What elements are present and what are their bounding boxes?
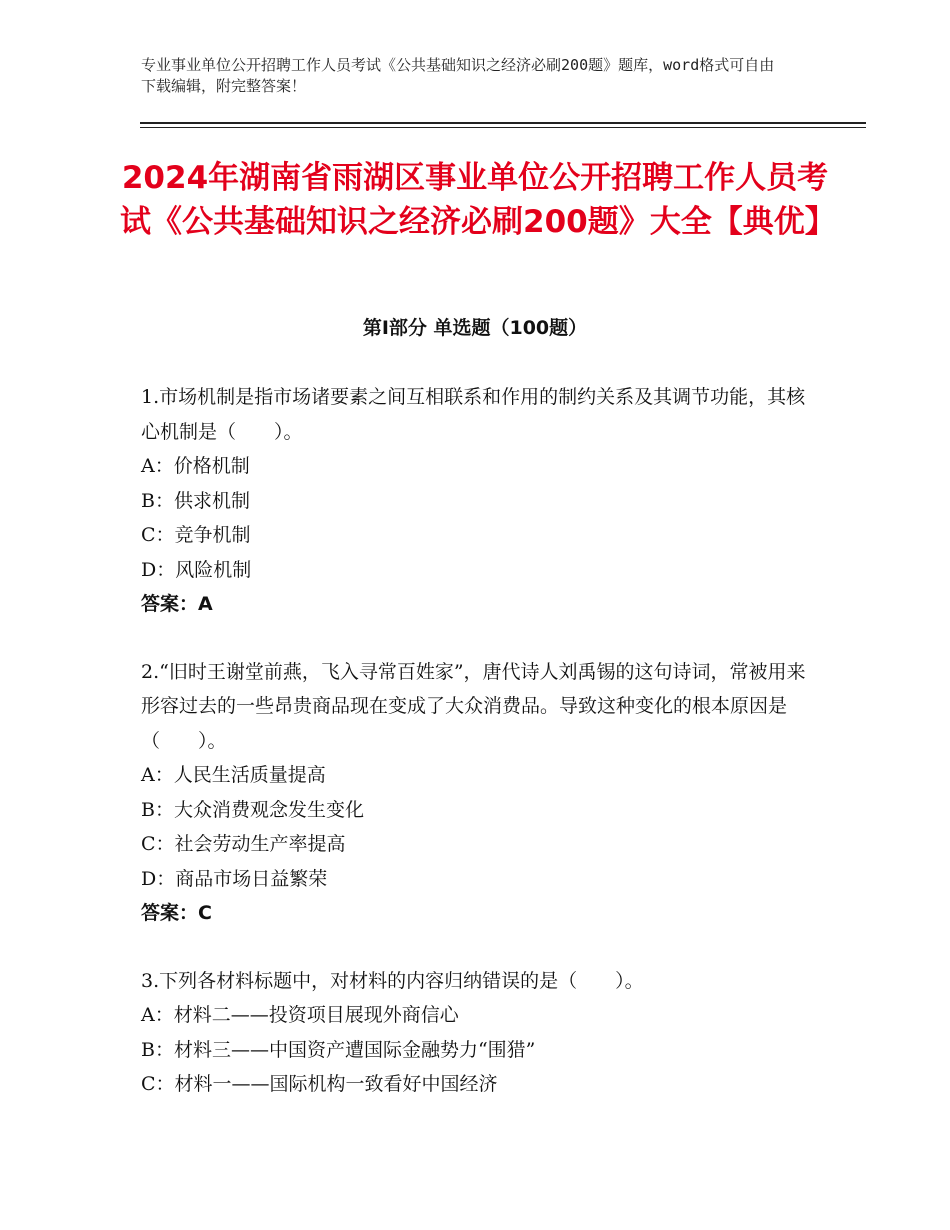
- option-a: A：材料二——投资项目展现外商信心: [141, 1004, 459, 1026]
- question-stem: 1.市场机制是指市场诸要素之间互相联系和作用的制约关系及其调节功能，其核心机制是（ ）。: [141, 386, 806, 443]
- option-c: C：社会劳动生产率提高: [141, 833, 346, 855]
- option-b: B：大众消费观念发生变化: [141, 798, 364, 821]
- option-b: B：供求机制: [141, 489, 250, 512]
- answer: 答案：C: [141, 902, 212, 924]
- question-3: [141, 964, 811, 1102]
- header-divider-thin: [140, 127, 866, 128]
- option-b: B：材料三——中国资产遭国际金融势力“围猎”: [141, 1038, 536, 1061]
- header-divider-thick: [140, 122, 866, 124]
- option-a: A：人民生活质量提高: [141, 764, 326, 786]
- option-d: D：风险机制: [141, 558, 252, 581]
- question-stem: 2.“旧时王谢堂前燕，飞入寻常百姓家”，唐代诗人刘禹锡的这句诗词，常被用来形容过去的一些昂贵商品现在变成了大众消费品。导致这种变化的根本原因是（ ）。: [141, 660, 806, 752]
- question-list: [141, 380, 811, 1135]
- option-d: D：商品市场日益繁荣: [141, 867, 328, 890]
- option-c: C：竞争机制: [141, 524, 251, 546]
- answer: 答案：A: [141, 593, 213, 615]
- question-1: [141, 380, 811, 622]
- question-2: [141, 655, 811, 931]
- document-title: 2024年湖南省雨湖区事业单位公开招聘工作人员考试《公共基础知识之经济必刷200题》大全【典优】: [120, 160, 836, 240]
- header-note: 专业事业单位公开招聘工作人员考试《公共基础知识之经济必刷200题》题库，word格式可自由下载编辑，附完整答案！: [141, 56, 775, 95]
- option-a: A：价格机制: [141, 455, 250, 477]
- section-heading: 第I部分 单选题（100题）: [362, 317, 588, 339]
- option-c: C：材料一——国际机构一致看好中国经济: [141, 1073, 498, 1095]
- question-stem: 3.下列各材料标题中，对材料的内容归纳错误的是（ ）。: [141, 969, 644, 992]
